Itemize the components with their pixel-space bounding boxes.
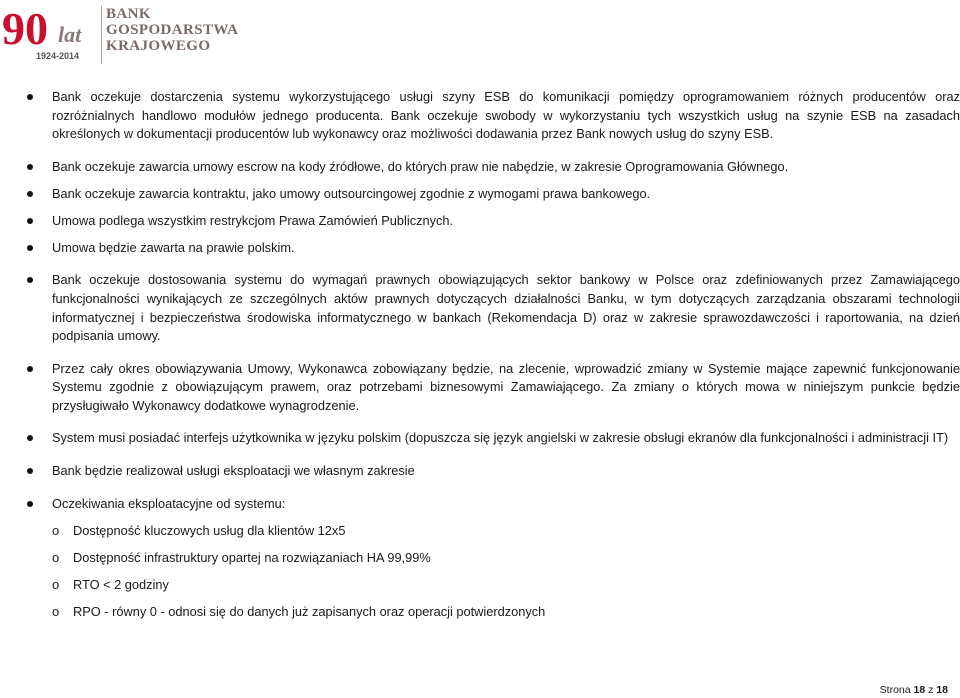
bank-name-line-2: GOSPODARSTWA [106, 22, 239, 38]
logo-word: lat [58, 22, 82, 47]
list-item: Bank będzie realizował usługi eksploatacji we własnym zakresie [24, 462, 960, 481]
page-label: Strona [879, 684, 911, 696]
page-header [0, 0, 260, 70]
sub-bullet: o [52, 523, 60, 539]
document-body [24, 88, 960, 630]
list-item-text: Oczekiwania eksploatacyjne od systemu: [52, 495, 286, 511]
sub-bullet: o [52, 577, 60, 593]
current-page: 18 [913, 684, 926, 696]
anniversary-logo [2, 4, 102, 66]
bank-name-line-3: KRAJOWEGO [106, 38, 211, 54]
list-item: Bank oczekuje dostarczenia systemu wykorzystującego usługi szyny ESB do komunikacji pomiędzy oprogramowaniem różnych producentów oraz rozróżnialnych handlowo modułów jednego producenta. Bank oczekuje swobody w wykorzystaniu tych wszystkich usług na szynie ESB na zasadach określonych w dokumentacji producentów lub wykonawcy oraz możliwości dodawania przez Bank nowych usług do szyny ESB. [24, 88, 960, 144]
sub-list-item [24, 549, 960, 568]
list-item: Bank oczekuje zawarcia umowy escrow na kody źródłowe, do których praw nie nabędzie, w zakresie Oprogramowania Głównego. [24, 158, 960, 177]
bank-name-line-1: BANK [106, 6, 151, 22]
logo-years: 1924-2014 [36, 51, 80, 61]
sub-bullet: o [52, 604, 60, 620]
sub-list-item [24, 522, 960, 541]
sub-list-item-text: Dostępność kluczowych usług dla klientów 12x5 [73, 523, 346, 539]
sub-bullet: o [52, 550, 60, 566]
bank-name [106, 6, 238, 54]
sub-list-item-text: RTO < 2 godziny [73, 577, 169, 593]
sub-list-item-text: RPO - równy 0 - odnosi się do danych już zapisanych oraz operacji potwierdzonych [73, 604, 546, 620]
list-item: System musi posiadać interfejs użytkownika w języku polskim (dopuszcza się język angielski w zakresie obsługi ekranów dla funkcjonalności i administracji IT) [24, 429, 960, 448]
sub-list-item [24, 576, 960, 595]
page-separator: z [928, 684, 934, 696]
list-item: Bank oczekuje dostosowania systemu do wymagań prawnych obowiązujących sektor bankowy w Polsce oraz zdefiniowanych przez Zamawiającego funkcjonalności wynikających ze szczególnych aktów prawnych dotyczących działalności Banku, w tym dotyczących zarządzania obszarami technologii informatycznej i bezpieczeństwa środowiska informatycznego w bankach (Rekomendacja D) oraz w zakresie sprawozdawczości i raportowania, na dzień podpisania umowy. [24, 271, 960, 345]
requirements-list [24, 88, 960, 513]
sub-list-item-text: Dostępność infrastruktury opartej na rozwiązaniach HA 99,99% [73, 550, 431, 566]
page-number [880, 684, 948, 696]
list-item: Umowa podlega wszystkim restrykcjom Prawa Zamówień Publicznych. [24, 212, 960, 231]
list-item-with-sublist [24, 495, 960, 514]
list-item: Umowa będzie zawarta na prawie polskim. [24, 239, 960, 258]
list-item: Bank oczekuje zawarcia kontraktu, jako umowy outsourcingowej zgodnie z wymogami prawa bankowego. [24, 185, 960, 204]
operational-expectations-list [24, 522, 960, 622]
logo-number: 90 [2, 4, 48, 54]
sub-list-item [24, 603, 960, 622]
total-pages: 18 [936, 684, 948, 696]
list-item: Przez cały okres obowiązywania Umowy, Wykonawca zobowiązany będzie, na zlecenie, wprowadzić zmiany w Systemie mające zapewnić funkcjonowanie Systemu zgodnie z obowiązującym prawem, oraz potrzebami biznesowymi Zamawiającego. Za zmiany o których mowa w niniejszym punkcie będzie przysługiwało Wykonawcy dodatkowe wynagrodzenie. [24, 360, 960, 416]
